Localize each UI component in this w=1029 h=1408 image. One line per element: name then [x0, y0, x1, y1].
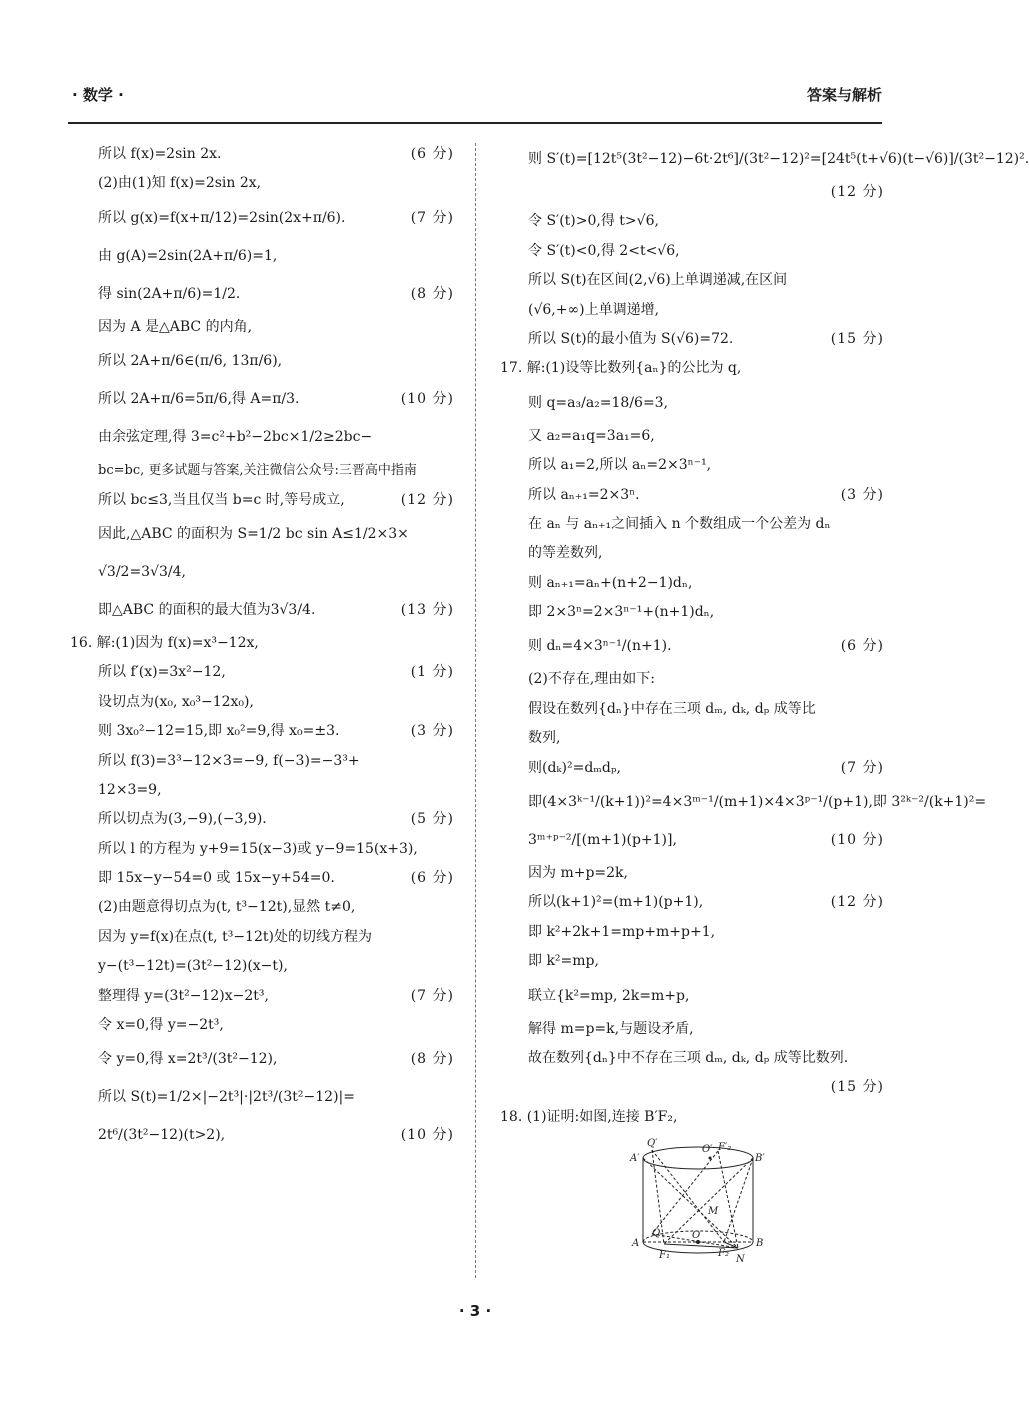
label-f1: F₁ [659, 1250, 670, 1262]
solution-line [500, 1015, 884, 1044]
solution-line [500, 1103, 884, 1132]
score-mark: (8 分) [410, 285, 454, 302]
solution-line [500, 947, 884, 976]
solution-line [500, 1073, 884, 1102]
solution-line [70, 805, 454, 834]
line-text: 解得 m=p=k,与题设矛盾, [528, 1020, 694, 1037]
label-o: O [692, 1230, 701, 1242]
solution-line [70, 629, 454, 658]
solution-line [70, 893, 454, 922]
header-section: 答案与解析 [806, 86, 882, 104]
line-text: 所以 a₁=2,所以 aₙ=2×3ⁿ⁻¹, [528, 457, 712, 474]
score-mark: (6 分) [840, 638, 884, 655]
solution-line [500, 354, 884, 383]
page-number: · 3 · [458, 1302, 492, 1320]
line-text: 由 g(A)=2sin(2A+π/6)=1, [98, 247, 278, 264]
label-f2-prime: F′₂ [718, 1142, 732, 1154]
label-f2: F₂ [718, 1248, 729, 1260]
solution-line [500, 140, 1029, 178]
line-text: 即 k²+2k+1=mp+m+p+1, [528, 923, 716, 940]
label-b: B [756, 1238, 764, 1250]
solution-line [500, 977, 884, 1015]
line-text: 因此,△ABC 的面积为 S=1/2 bc sin A≤1/2×3× [98, 525, 409, 542]
header-subject: · 数学 · [72, 86, 124, 104]
solution-line [70, 313, 454, 342]
line-text: 所以 f′(x)=3x²−12, [98, 664, 226, 681]
solution-line [70, 658, 454, 687]
line-text: 即△ABC 的面积的最大值为3√3/4. [98, 601, 316, 618]
line-text: 所以切点为(3,−9),(−3,9). [98, 811, 267, 828]
center-o-prime-dot [709, 1157, 712, 1160]
solution-line [70, 1116, 454, 1154]
score-mark: (7 分) [410, 987, 454, 1004]
line-text: 令 x=0,得 y=−2t³, [98, 1017, 224, 1034]
score-mark: (6 分) [410, 870, 454, 887]
solution-line [70, 688, 454, 717]
score-mark: (7 分) [410, 209, 454, 226]
line-text: (2)由(1)知 f(x)=2sin 2x, [98, 175, 262, 192]
score-mark: (5 分) [410, 811, 454, 828]
solution-line [70, 982, 454, 1011]
score-mark: (10 分) [400, 1127, 454, 1144]
line-text: 则 3x₀²−12=15,即 x₀²=9,得 x₀=±3. [98, 723, 340, 740]
label-o-prime: O′ [702, 1144, 713, 1156]
line-text: 因为 y=f(x)在点(t, t³−12t)处的切线方程为 [98, 928, 372, 945]
label-a-prime: A′ [630, 1153, 640, 1165]
line-text: 由余弦定理,得 3=c²+b²−2bc×1/2≥2bc− [98, 429, 373, 446]
solution-line [70, 864, 454, 893]
line-text: 又 a₂=a₁q=3a₁=6, [528, 427, 655, 444]
column-divider [475, 143, 476, 1278]
solution-line [70, 275, 454, 313]
line-text: y−(t³−12t)=(3t²−12)(x−t), [98, 958, 288, 975]
solution-line [500, 510, 884, 539]
score-mark: (3 分) [840, 486, 884, 503]
line-text: 所以 2A+π/6∈(π/6, 13π/6), [98, 353, 283, 370]
solution-line [70, 1078, 454, 1116]
solution-line [70, 1011, 454, 1040]
line-text: 所以 f(x)=2sin 2x. [98, 146, 222, 162]
line-text: 即 15x−y−54=0 或 15x−y+54=0. [98, 870, 335, 887]
score-mark: (3 分) [410, 723, 454, 740]
line-text: 则 aₙ₊₁=aₙ+(n+2−1)dₙ, [528, 574, 693, 591]
line-text: 所以 2A+π/6=5π/6,得 A=π/3. [98, 391, 300, 408]
solution-line [70, 418, 454, 456]
line-text: bc=bc, 更多试题与答案,关注微信公众号:三晋高中指南 [98, 463, 417, 479]
score-mark: (12 分) [830, 184, 884, 200]
line-text: 在 aₙ 与 aₙ₊₁之间插入 n 个数组成一个公差为 dₙ [528, 515, 831, 532]
solution-line [500, 783, 987, 821]
solution-line [500, 918, 884, 947]
solution-line [70, 342, 454, 380]
solution-line [70, 776, 454, 805]
solution-line [70, 591, 454, 629]
line-text: 即(4×3ᵏ⁻¹/(k+1))²=4×3ᵐ⁻¹/(m+1)×4×3ᵖ⁻¹/(p+1),即 3²ᵏ⁻²/(k+1)²= [528, 794, 987, 811]
label-a: A [632, 1238, 640, 1250]
score-mark: (15 分) [830, 330, 884, 347]
label-b-prime: B′ [755, 1153, 765, 1165]
solution-line [70, 140, 454, 169]
solution-line [70, 169, 454, 198]
line-text: √3/2=3√3/4, [98, 563, 186, 580]
line-text: 所以 g(x)=f(x+π/12)=2sin(2x+π/6). [98, 209, 346, 226]
solution-line [500, 724, 884, 753]
line-text: 所以 S(t)的最小值为 S(√6)=72. [528, 330, 734, 347]
line-text: 所以 bc≤3,当且仅当 b=c 时,等号成立, [98, 491, 345, 508]
line-text: 12×3=9, [98, 781, 162, 798]
solution-line [70, 380, 454, 418]
solution-line [500, 695, 884, 724]
line-text: 则 q=a₃/a₂=18/6=3, [528, 394, 669, 411]
line-text: 16. 解:(1)因为 f(x)=x³−12x, [70, 634, 259, 651]
solution-line [70, 237, 454, 275]
solution-line [500, 598, 884, 627]
solution-line [500, 754, 884, 783]
line-text: 假设在数列{dₙ}中存在三项 dₘ, dₖ, dₚ 成等比 [528, 700, 816, 717]
solution-line [500, 178, 884, 207]
score-mark: (7 分) [840, 759, 884, 776]
score-mark: (12 分) [400, 491, 454, 508]
score-mark: (8 分) [410, 1051, 454, 1068]
left-column [70, 140, 454, 1154]
solution-line [500, 422, 884, 451]
line-text: 令 y=0,得 x=2t³/(3t²−12), [98, 1051, 278, 1068]
score-mark: (12 分) [830, 894, 884, 911]
solution-line [500, 821, 884, 859]
line-text: 18. (1)证明:如图,连接 B′F₂, [500, 1108, 678, 1125]
solution-line [500, 539, 884, 568]
solution-line [70, 835, 454, 864]
line-text: (√6,+∞)上单调递增, [528, 301, 660, 318]
line-text: 所以 l 的方程为 y+9=15(x−3)或 y−9=15(x+3), [98, 840, 418, 857]
solution-line [500, 237, 884, 266]
solution-line [70, 553, 454, 591]
solution-line [70, 1040, 454, 1078]
solution-line [70, 486, 454, 515]
solution-line [500, 266, 884, 295]
line-text: 联立{k²=mp, 2k=m+p, [528, 987, 690, 1004]
line-text: 的等差数列, [528, 545, 603, 562]
line-text: 即 k²=mp, [528, 953, 599, 970]
line-text: 2t⁶/(3t²−12)(t>2), [98, 1127, 226, 1144]
solution-line [500, 384, 884, 422]
solution-line [500, 325, 884, 354]
line-text: 设切点为(x₀, x₀³−12x₀), [98, 693, 254, 710]
solution-line [70, 717, 454, 746]
cylinder-figure [628, 1136, 768, 1274]
line-text: 因为 m+p=2k, [528, 865, 628, 882]
line-text: 因为 A 是△ABC 的内角, [98, 318, 253, 335]
solution-line [500, 665, 884, 694]
line-text: 所以 S(t)在区间(2,√6)上单调递减,在区间 [528, 272, 788, 289]
line-text: 得 sin(2A+π/6)=1/2. [98, 285, 241, 302]
line-text: 令 S′(t)<0,得 2<t<√6, [528, 242, 680, 259]
line-text: 所以(k+1)²=(m+1)(p+1), [528, 894, 704, 911]
line-text: 17. 解:(1)设等比数列{aₙ}的公比为 q, [500, 360, 742, 377]
solution-line [70, 952, 454, 981]
solution-line [70, 747, 454, 776]
solution-line [500, 569, 884, 598]
edge-b-prime-f1 [664, 1158, 753, 1244]
line-text: 所以 f(3)=3³−12×3=−9, f(−3)=−3³+ [98, 752, 360, 769]
label-m: M [708, 1206, 719, 1218]
top-ellipse [643, 1147, 753, 1169]
score-mark: (15 分) [830, 1079, 884, 1096]
label-q-prime: Q′ [647, 1138, 658, 1150]
solution-line [500, 888, 884, 917]
solution-line [70, 515, 454, 553]
edge-f2-prime-n [718, 1151, 738, 1248]
solution-line [70, 456, 454, 485]
header-rule [68, 122, 882, 124]
line-text: 则(dₖ)²=dₘdₚ, [528, 759, 621, 776]
solution-line [70, 199, 454, 237]
line-text: (2)不存在,理由如下: [528, 671, 655, 688]
solution-line [500, 451, 884, 480]
solution-line [500, 1044, 884, 1073]
line-text: (2)由题意得切点为(t, t³−12t),显然 t≠0, [98, 899, 356, 916]
right-column [500, 140, 1029, 1274]
line-text: 故在数列{dₙ}中不存在三项 dₘ, dₖ, dₚ 成等比数列. [528, 1049, 849, 1066]
solution-line [70, 923, 454, 952]
figure-container [628, 1136, 884, 1274]
label-n: N [736, 1254, 745, 1266]
label-q: Q [652, 1228, 661, 1240]
score-mark: (13 分) [400, 601, 454, 618]
solution-line [500, 296, 884, 325]
line-text: 数列, [528, 730, 561, 747]
line-text: 则 S′(t)=[12t⁵(3t²−12)−6t·2t⁶]/(3t²−12)²=[24t⁵(t+√6)(t−√6)]/(3t²−12)². [528, 151, 1029, 167]
solution-line [500, 481, 884, 510]
score-mark: (6 分) [410, 146, 454, 162]
line-text: 所以 aₙ₊₁=2×3ⁿ. [528, 486, 640, 503]
line-text: 整理得 y=(3t²−12)x−2t³, [98, 987, 269, 1004]
line-text: 所以 S(t)=1/2×|−2t³|·|2t³/(3t²−12)|= [98, 1089, 355, 1106]
solution-line [500, 859, 884, 888]
solution-line [500, 627, 884, 665]
score-mark: (10 分) [830, 832, 884, 849]
line-text: 3ᵐ⁺ᵖ⁻²/[(m+1)(p+1)], [528, 832, 677, 849]
solution-line [500, 207, 884, 236]
line-text: 则 dₙ=4×3ⁿ⁻¹/(n+1). [528, 638, 672, 655]
line-text: 令 S′(t)>0,得 t>√6, [528, 213, 659, 230]
score-mark: (10 分) [400, 391, 454, 408]
line-text: 即 2×3ⁿ=2×3ⁿ⁻¹+(n+1)dₙ, [528, 604, 715, 621]
score-mark: (1 分) [410, 664, 454, 681]
